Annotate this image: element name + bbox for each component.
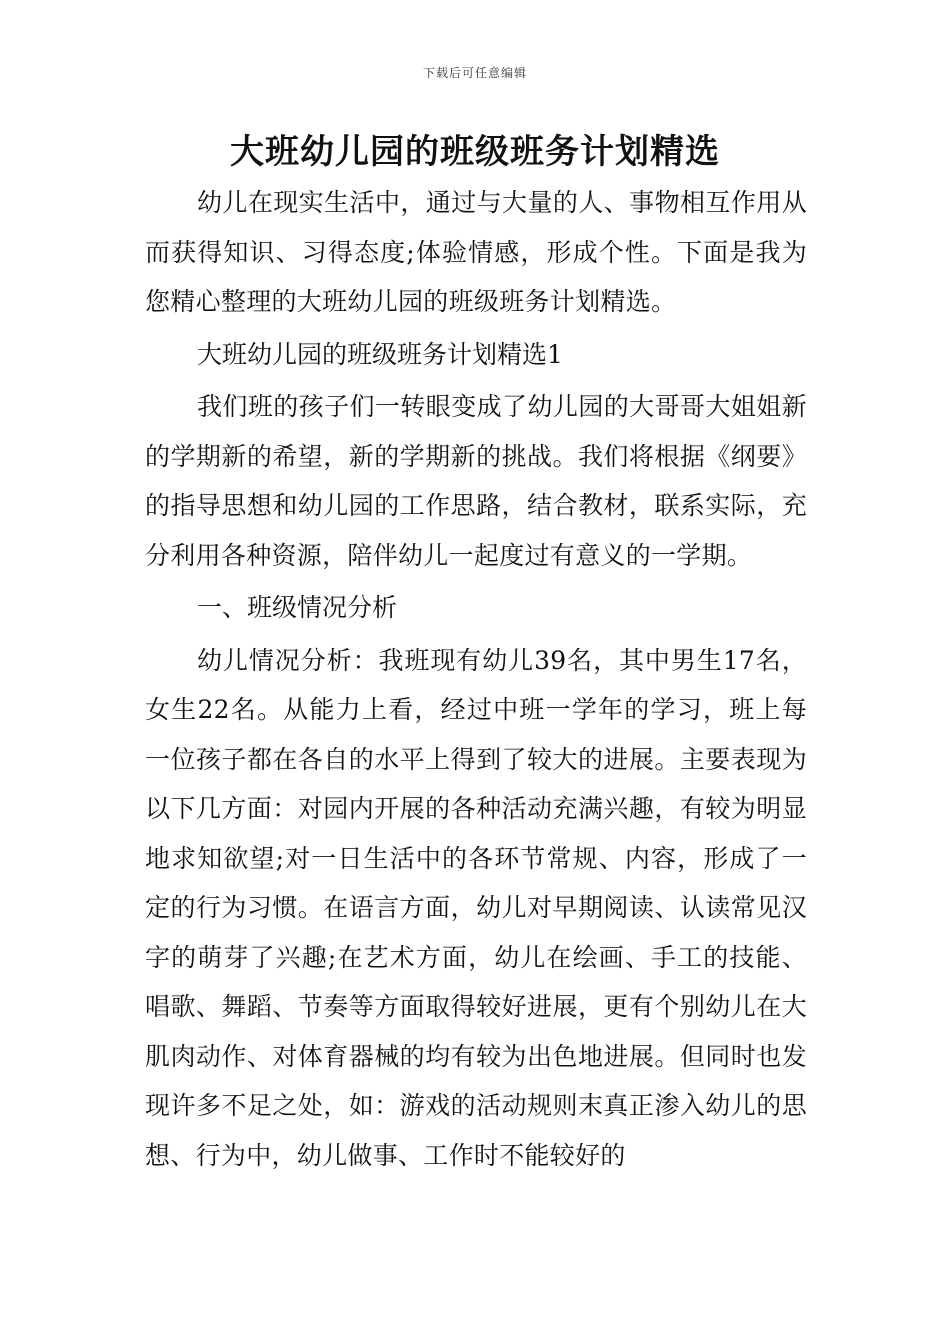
section-title: 大班幼儿园的班级班务计划精选1	[197, 339, 563, 369]
paragraph-1: 我们班的孩子们一转眼变成了幼儿园的大哥哥大姐姐新的学期新的希望，新的学期新的挑战。我们将根据《纲要》的指导思想和幼儿园的工作思路，结合教材，联系实际，充分利用各种资源，陪伴幼儿一起度过有意义的一学期。	[145, 392, 807, 570]
document-body	[145, 178, 807, 1180]
heading-class-analysis: 一、班级情况分析	[197, 593, 398, 622]
intro-paragraph: 幼儿在现实生活中，通过与大量的人、事物相互作用从而获得知识、习得态度;体验情感，形成个性。下面是我为您精心整理的大班幼儿园的班级班务计划精选。	[145, 188, 807, 316]
download-note: 下载后可任意编辑	[422, 66, 527, 80]
document-title: 大班幼儿园的班级班务计划精选	[230, 132, 720, 172]
paragraph-2: 幼儿情况分析：我班现有幼儿39名，其中男生17名，女生22名。从能力上看，经过中班一学年的学习，班上每一位孩子都在各自的水平上得到了较大的进展。主要表现为以下几方面：对园内开展的各种活动充满兴趣，有较为明显地求知欲望;对一日生活中的各环节常规、内容，形成了一定的行为习惯。在语言方面，幼儿对早期阅读、认读常见汉字的萌芽了兴趣;在艺术方面，幼儿在绘画、手工的技能、唱歌、舞蹈、节奏等方面取得较好进展，更有个别幼儿在大肌肉动作、对体育器械的均有较为出色地进展。但同时也发现许多不足之处，如：游戏的活动规则末真正渗入幼儿的思想、行为中，幼儿做事、工作时不能较好的	[145, 645, 807, 1170]
